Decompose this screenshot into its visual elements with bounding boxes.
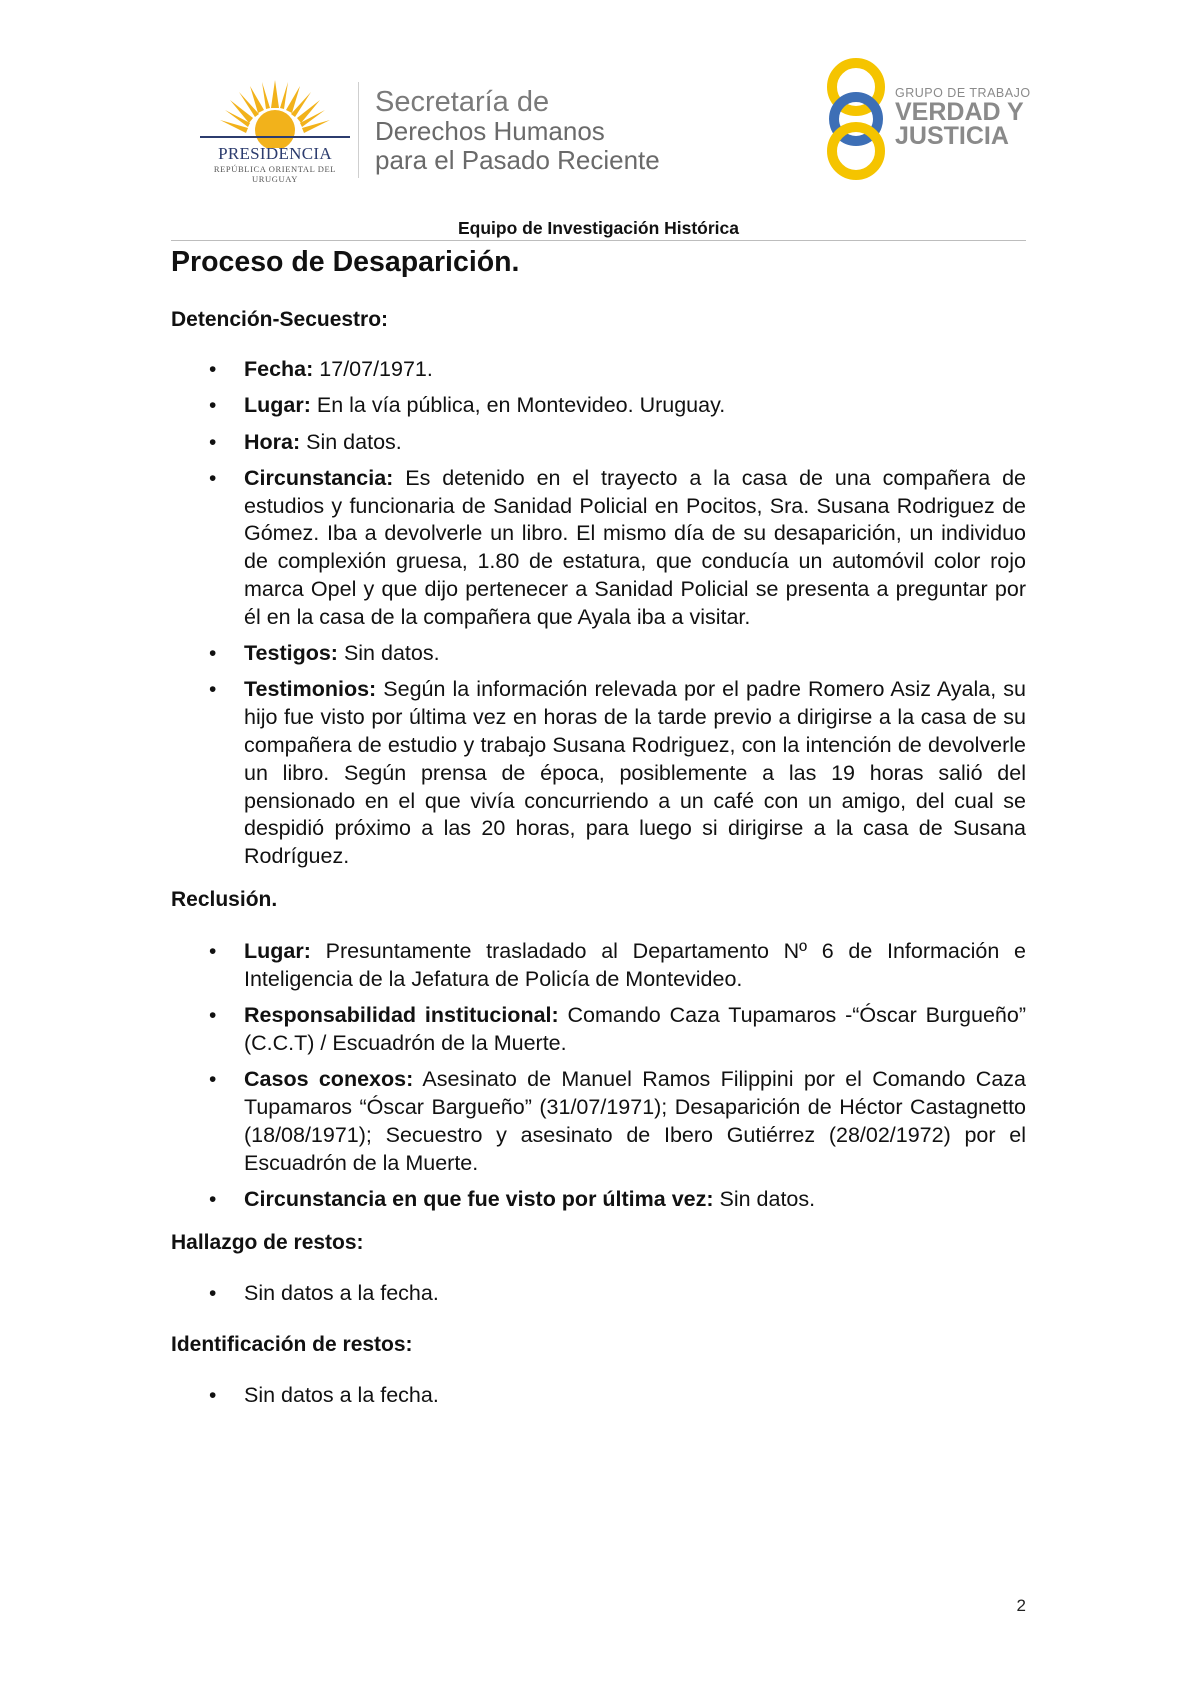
section-heading-reclusion: Reclusión. — [171, 888, 278, 912]
presidencia-subtitle: REPÚBLICA ORIENTAL DEL URUGUAY — [213, 164, 337, 184]
bullet-icon: • — [209, 940, 217, 964]
item-text: Asesinato de Manuel Ramos Filippini por el Comando Caza Tupamaros “Óscar Bargueño” (31/07/1971); Desaparición de Héctor Castagnetto (18/08/1971); Secuestro y asesinato de Ibero Gutiérrez (28/02/1972) por el Escuadrón de la Muerte. — [244, 1067, 1026, 1175]
bullet-icon: • — [209, 430, 217, 454]
list-item — [171, 938, 1026, 994]
bullet-icon: • — [209, 358, 217, 381]
running-header: Equipo de Investigación Histórica — [457, 218, 740, 238]
gtvj-line-2: JUSTICIA — [895, 122, 1009, 150]
item-label: Testigos: — [244, 641, 338, 666]
bullet-icon: • — [209, 1068, 217, 1092]
item-label: Responsabilidad institucional: — [244, 1003, 559, 1028]
item-text: Es detenido en el trayecto a la casa de una compañera de estudios y funcionaria de Sanidad Policial en Pocitos, Sra. Susana Rodriguez de Gómez. Iba a devolverle un libro. El mismo día de su desaparición, un individuo de complexión gruesa, 1.80 de estatura, que conducía un automóvil color rojo marca Opel y que dijo pertenecer a Sanidad Policial se presenta a preguntar por él en la casa de la compañera que Ayala iba a visitar. — [244, 465, 1026, 629]
page-title: Proceso de Desaparición. — [171, 246, 520, 278]
gtvj-small-text: GRUPO DE TRABAJO — [895, 86, 1031, 100]
bullet-icon: • — [209, 394, 217, 418]
gtvj-line-1: VERDAD Y — [895, 98, 1024, 126]
rings-icon — [820, 55, 892, 185]
item-label: Lugar: — [244, 939, 311, 964]
item-text: En la vía pública, en Montevideo. Uruguay. — [310, 393, 726, 418]
bullet-icon: • — [209, 1383, 217, 1407]
gtvj-big-text — [895, 100, 1024, 148]
secretaria-line-3: para el Pasado Reciente — [375, 145, 660, 175]
bullet-icon: • — [209, 466, 217, 490]
sun-icon — [190, 78, 360, 148]
bullet-icon: • — [209, 1281, 217, 1305]
presidencia-logo — [190, 78, 360, 184]
item-text: Sin datos a la fecha. — [244, 1382, 439, 1407]
item-text: Presuntamente trasladado al Departamento Nº 6 de Información e Inteligencia de la Jefatura de Policía de Montevideo. — [244, 939, 1026, 991]
bullet-icon: • — [209, 642, 217, 666]
item-label: Casos conexos: — [244, 1067, 414, 1092]
item-text: Sin datos. — [300, 429, 402, 454]
item-label: Lugar: — [244, 393, 311, 418]
document-body — [171, 242, 1026, 1409]
list-item — [171, 1280, 1026, 1308]
section-heading-identificacion: Identificación de restos: — [171, 1332, 413, 1356]
bullet-icon: • — [209, 1004, 217, 1028]
item-text: Según la información relevada por el padre Romero Asiz Ayala, su hijo fue visto por última vez en horas de la tarde previo a dirigirse a la casa de su compañera de estudio y trabajo Susana Rodriguez, con la intención de devolverle un libro. Según prensa de época, posiblemente a las 19 horas salió del pensionado en el que vivía concurriendo a un café con un amigo, del cual se despidió próximo a las 20 horas, para luego si dirigirse a la casa de Susana Rodríguez. — [244, 677, 1026, 869]
item-text: Sin datos. — [713, 1186, 816, 1211]
item-text: Sin datos a la fecha. — [244, 1280, 439, 1305]
item-label: Testimonios: — [244, 677, 377, 702]
list-hallazgo — [171, 1280, 1026, 1308]
page-number: 2 — [1016, 1596, 1026, 1615]
gtvj-logo — [820, 55, 1030, 185]
section-heading-hallazgo: Hallazgo de restos: — [171, 1230, 364, 1254]
list-item — [171, 392, 1026, 420]
list-item — [171, 1186, 1026, 1214]
logo-divider — [358, 82, 359, 178]
list-item — [171, 1382, 1026, 1410]
section-heading-detencion: Detención-Secuestro: — [171, 308, 389, 331]
item-label: Fecha: — [244, 357, 314, 381]
secretaria-line-2: Derechos Humanos — [375, 116, 605, 146]
list-item — [171, 1066, 1026, 1177]
item-label: Circunstancia: — [244, 465, 394, 490]
item-label: Hora: — [244, 429, 301, 454]
list-item — [171, 465, 1026, 632]
list-item — [171, 429, 1026, 457]
list-item — [171, 1002, 1026, 1058]
bullet-icon: • — [209, 1187, 217, 1211]
item-text: Comando Caza Tupamaros -“Óscar Burgueño” (C.C.T) / Escuadrón de la Muerte. — [244, 1003, 1026, 1055]
header-rule — [171, 240, 1026, 241]
list-item — [171, 356, 1026, 384]
list-item — [171, 640, 1026, 668]
item-label: Circunstancia en que fue visto por última vez: — [244, 1186, 714, 1211]
list-reclusion — [171, 938, 1026, 1214]
list-identificacion — [171, 1382, 1026, 1410]
secretaria-logo — [375, 88, 660, 175]
secretaria-line-1: Secretaría de — [375, 86, 550, 118]
presidencia-name: PRESIDENCIA — [218, 144, 332, 163]
list-detencion — [171, 356, 1026, 871]
item-text: 17/07/1971. — [313, 357, 433, 381]
list-item — [171, 676, 1026, 871]
item-text: Sin datos. — [337, 641, 440, 666]
bullet-icon: • — [209, 678, 217, 702]
